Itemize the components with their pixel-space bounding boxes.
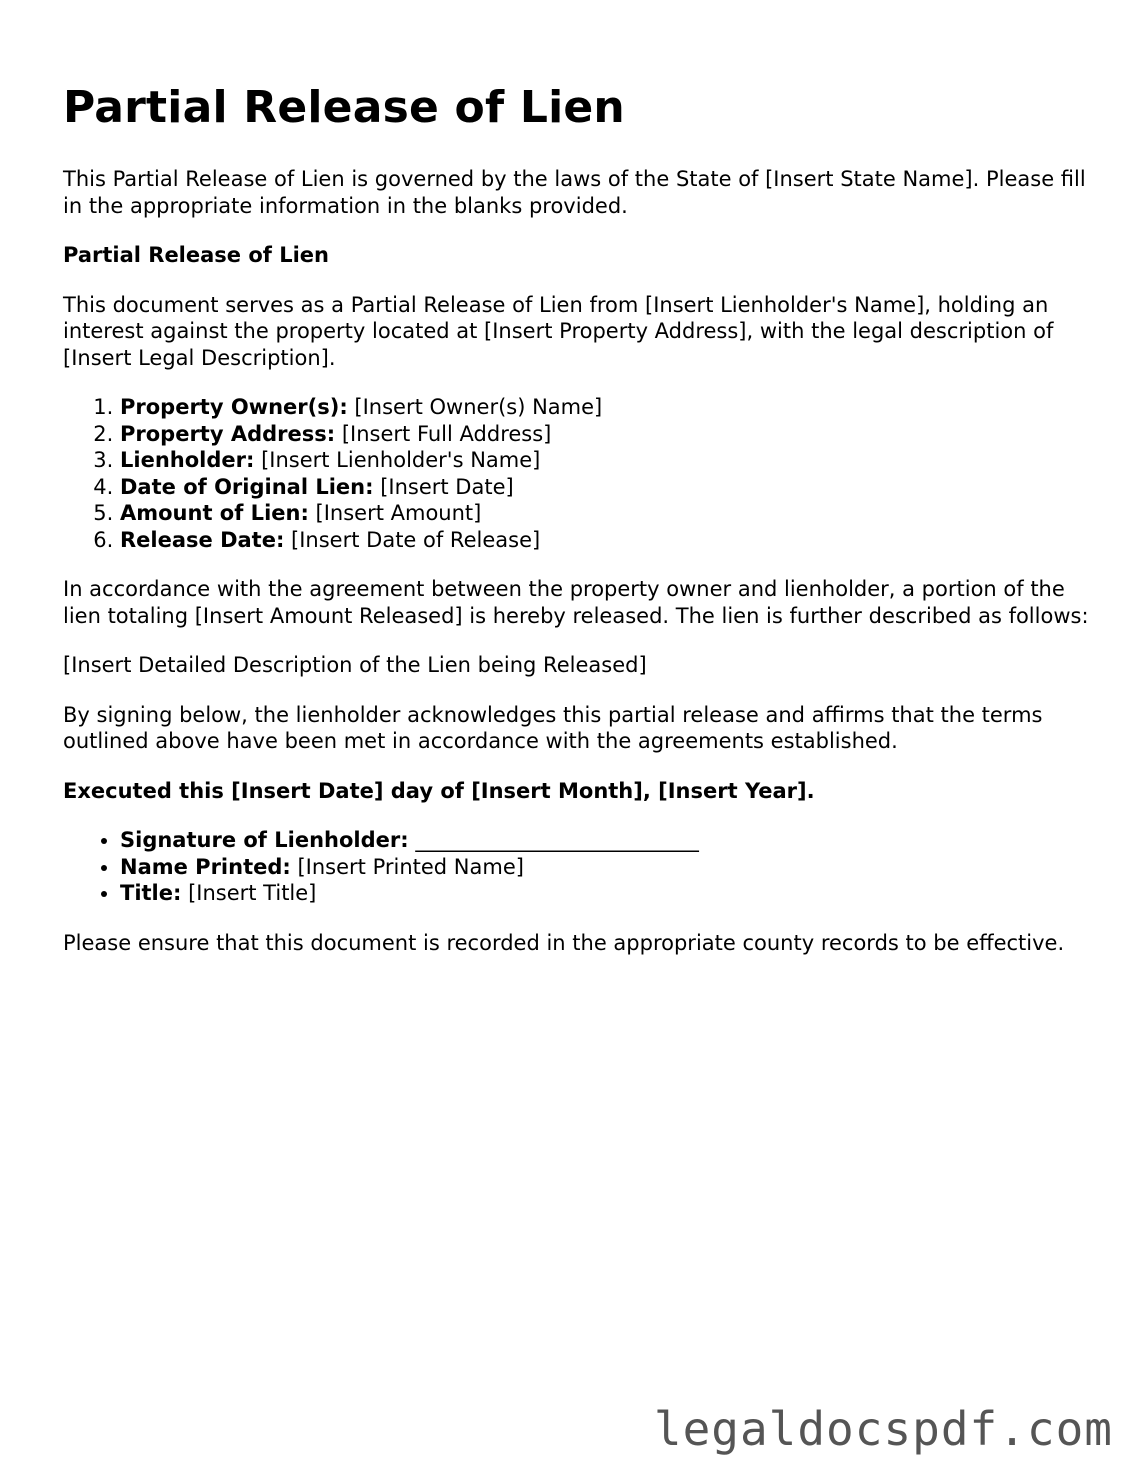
signature-label: Name Printed:	[120, 854, 291, 879]
list-item-amount-of-lien	[120, 500, 1093, 527]
list-item-signature	[120, 827, 1093, 854]
signature-label: Title:	[120, 881, 182, 905]
executed-line: Executed this [Insert Date] day of [Insert Month], [Insert Year].	[63, 778, 815, 803]
document-title: Partial Release of Lien	[63, 82, 625, 133]
watermark-text: legaldocspdf.com	[653, 1402, 1113, 1456]
list-item-title	[120, 880, 1093, 907]
detail-value: [Insert Date]	[373, 474, 514, 499]
signature-list	[63, 827, 1093, 907]
list-item-release-date	[120, 527, 1093, 554]
detail-value: [Insert Amount]	[308, 501, 482, 525]
body-paragraph: This document serves as a Partial Release of Lien from [Insert Lienholder's Name], holding an interest against the property located at [Insert Property Address], with the legal description of [Insert Legal Description].	[63, 292, 1054, 370]
description-placeholder: [Insert Detailed Description of the Lien being Released]	[63, 653, 647, 677]
accordance-paragraph: In accordance with the agreement between the property owner and lienholder, a portion of the lien totaling [Insert Amount Released] is hereby released. The lien is further described as follows:	[63, 577, 1089, 628]
detail-value: [Insert Lienholder's Name]	[254, 448, 541, 472]
signature-value: [Insert Printed Name]	[290, 854, 524, 879]
closing-paragraph: Please ensure that this document is recorded in the appropriate county records to be effective.	[63, 930, 1065, 955]
list-item-lienholder	[120, 447, 1093, 474]
detail-label: Amount of Lien:	[120, 501, 309, 525]
list-item-property-address	[120, 421, 1093, 448]
signature-value: [Insert Title]	[181, 881, 317, 905]
detail-label: Date of Original Lien:	[120, 474, 374, 499]
signature-label: Signature of Lienholder:	[120, 828, 409, 852]
detail-value: [Insert Full Address]	[335, 421, 552, 446]
details-list	[63, 394, 1093, 553]
signature-line: ___________________________	[408, 828, 699, 852]
detail-label: Property Owner(s):	[120, 395, 348, 419]
intro-paragraph: This Partial Release of Lien is governed by the laws of the State of [Insert State Name]. Please fill in the appropriate information in the blanks provided.	[63, 167, 1086, 218]
detail-value: [Insert Date of Release]	[284, 527, 541, 552]
detail-label: Release Date:	[120, 527, 285, 552]
section-heading: Partial Release of Lien	[63, 243, 329, 267]
detail-value: [Insert Owner(s) Name]	[347, 395, 603, 419]
list-item-date-original-lien	[120, 474, 1093, 501]
document-page	[63, 78, 1093, 979]
detail-label: Property Address:	[120, 421, 336, 446]
acknowledgement-paragraph: By signing below, the lienholder acknowledges this partial release and affirms that the terms outlined above have been met in accordance with the agreements established.	[63, 702, 1043, 753]
list-item-property-owners	[120, 394, 1093, 421]
list-item-name-printed	[120, 854, 1093, 881]
detail-label: Lienholder:	[120, 448, 255, 472]
